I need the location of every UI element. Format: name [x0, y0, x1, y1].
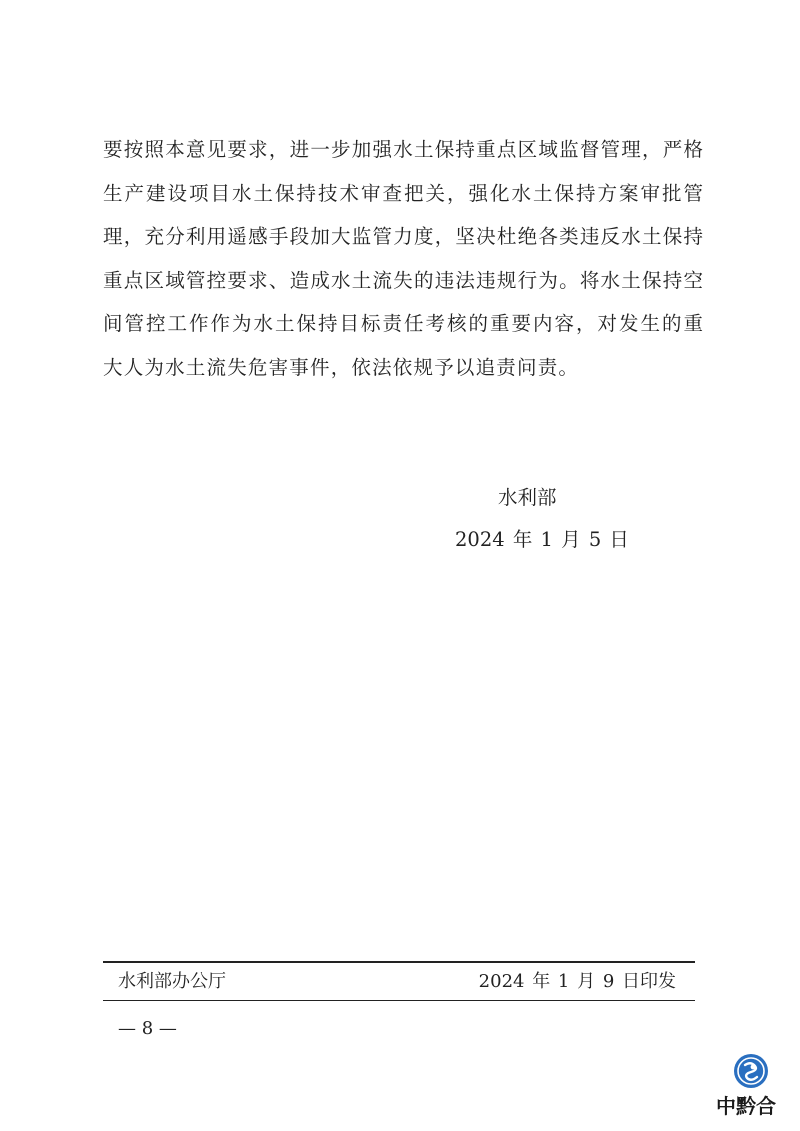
page-number: — 8 — [118, 1018, 177, 1039]
body-line-4: 重点区域管控要求、造成水土流失的违法违规行为。将水土保持空 [103, 268, 703, 292]
footer-issuing-office: 水利部办公厅 [118, 971, 226, 992]
body-paragraph [103, 128, 703, 389]
body-line-2: 生产建设项目水土保持技术审查把关，强化水土保持方案审批管 [103, 181, 703, 205]
circle-logo-icon [733, 1053, 769, 1089]
signature-organization: 水利部 [498, 486, 557, 509]
body-line-3: 理，充分利用遥感手段加大监管力度，坚决杜绝各类违反水土保持 [103, 225, 703, 248]
watermark-logo [706, 1048, 786, 1128]
signature-date: 2024 年 1 月 5 日 [455, 528, 629, 551]
footer-issue-date: 2024 年 1 月 9 日印发 [478, 971, 676, 992]
watermark-text: 中黔合 [716, 1094, 776, 1118]
body-line-5: 间管控工作作为水土保持目标责任考核的重要内容，对发生的重 [103, 312, 703, 335]
footer-bottom-rule [103, 1000, 695, 1001]
footer-top-rule [103, 961, 695, 963]
body-line-6: 大人为水土流失危害事件，依法依规予以追责问责。 [103, 355, 580, 379]
body-line-1: 要按照本意见要求，进一步加强水土保持重点区域监督管理，严格 [103, 138, 703, 161]
